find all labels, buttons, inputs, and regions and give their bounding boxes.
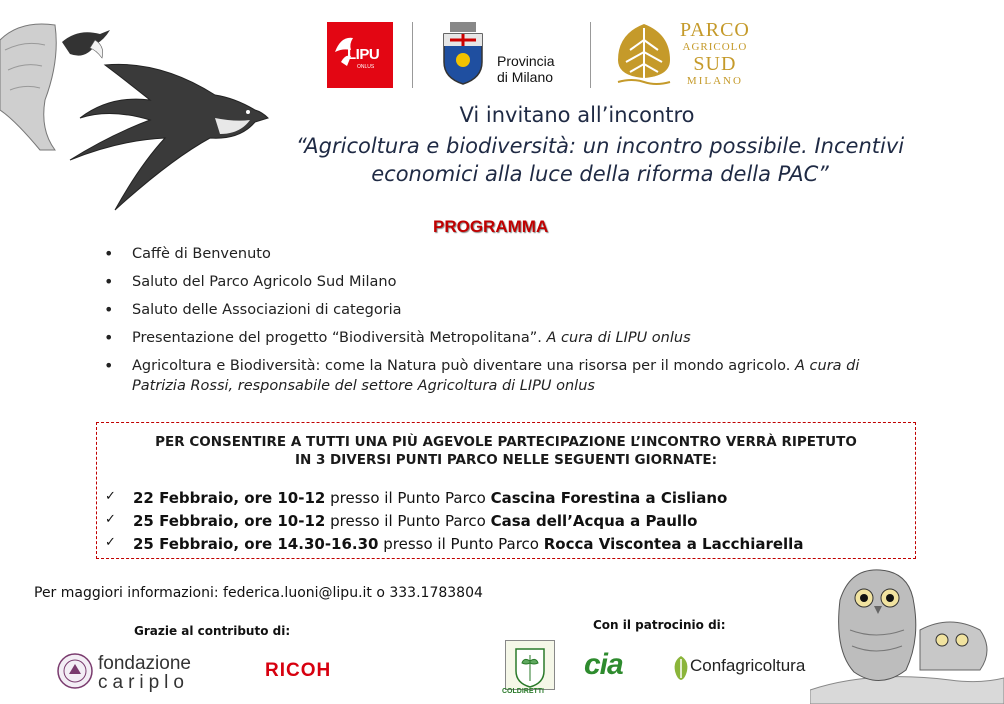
- cariplo-seal-icon: [56, 652, 94, 690]
- cariplo-line1: fondazione: [98, 653, 191, 674]
- parco-line1: PARCO: [680, 19, 750, 41]
- confagricoltura-emblem-icon: [672, 655, 690, 681]
- list-item: • Caffè di Benvenuto: [104, 244, 902, 264]
- date-item: ✓ 25 Febbraio, ore 10-12 presso il Punto Parco Casa dell’Acqua a Paullo: [105, 510, 803, 533]
- notice-line1: PER CONSENTIRE A TUTTI UNA PIÙ AGEVOLE PARTECIPAZIONE L’INCONTRO VERRÀ RIPETUTO: [155, 434, 857, 450]
- coldiretti-emblem-icon: [506, 641, 554, 689]
- notice-box: [96, 422, 916, 559]
- notice-heading: [97, 433, 915, 469]
- logo-divider: [412, 22, 413, 88]
- event-title-line1: “Agricoltura e biodiversità: un incontro possibile. Incentivi: [295, 134, 905, 158]
- date-item: ✓ 22 Febbraio, ore 10-12 presso il Punto Parco Cascina Forestina a Cisliano: [105, 487, 803, 510]
- list-item: • Agricoltura e Biodiversità: come la Natura può diventare una risorsa per il mondo agricolo. A cura di Patrizia Rossi, responsabile del settore Agricoltura di LIPU onlus: [104, 356, 902, 396]
- list-item: • Saluto delle Associazioni di categoria: [104, 300, 902, 320]
- provincia-text: [497, 53, 555, 85]
- dates-list: [105, 487, 803, 556]
- provincia-line2: di Milano: [497, 69, 554, 85]
- confagricoltura-logo: Confagricoltura: [690, 656, 806, 675]
- patronage-label: Con il patrocinio di:: [593, 618, 726, 632]
- provincia-shield-icon: [440, 20, 486, 86]
- lipu-logo: [327, 22, 393, 88]
- event-title: [200, 132, 1000, 188]
- parco-leaf-icon: [612, 20, 676, 90]
- list-item: • Saluto del Parco Agricolo Sud Milano: [104, 272, 902, 292]
- owl-illustration: [810, 560, 1004, 704]
- lipu-sub: ONLUS: [357, 64, 375, 70]
- invitation-line: Vi invitano all’incontro: [459, 103, 695, 127]
- programma-list: [104, 244, 902, 404]
- parco-line2: AGRICOLO: [682, 41, 748, 53]
- date-item: ✓ 25 Febbraio, ore 14.30-16.30 presso il Punto Parco Rocca Viscontea a Lacchiarella: [105, 533, 803, 556]
- coldiretti-logo: [505, 640, 555, 690]
- cariplo-logo: [98, 654, 191, 692]
- logo-divider: [590, 22, 591, 88]
- list-item: • Presentazione del progetto “Biodiversità Metropolitana”. A cura di LIPU onlus: [104, 328, 902, 348]
- cia-logo: cia: [584, 648, 623, 681]
- parco-text: [680, 20, 750, 88]
- coldiretti-label: COLDIRETTI: [502, 688, 544, 695]
- notice-line2: IN 3 DIVERSI PUNTI PARCO NELLE SEGUENTI GIORNATE:: [294, 452, 718, 468]
- provincia-line1: Provincia: [497, 53, 555, 69]
- event-title-line2: economici alla luce della riforma della PAC”: [371, 162, 829, 186]
- programma-heading: PROGRAMMA: [433, 217, 549, 236]
- parco-line3: SUD: [693, 53, 737, 75]
- contact-info: Per maggiori informazioni: federica.luoni@lipu.it o 333.1783804: [34, 585, 483, 601]
- contributors-label: Grazie al contributo di:: [134, 624, 291, 638]
- cariplo-line2: cariplo: [98, 672, 189, 693]
- parco-line4: MILANO: [686, 75, 743, 87]
- ricoh-logo: RICOH: [265, 660, 332, 681]
- lipu-name: LIPU: [347, 46, 380, 63]
